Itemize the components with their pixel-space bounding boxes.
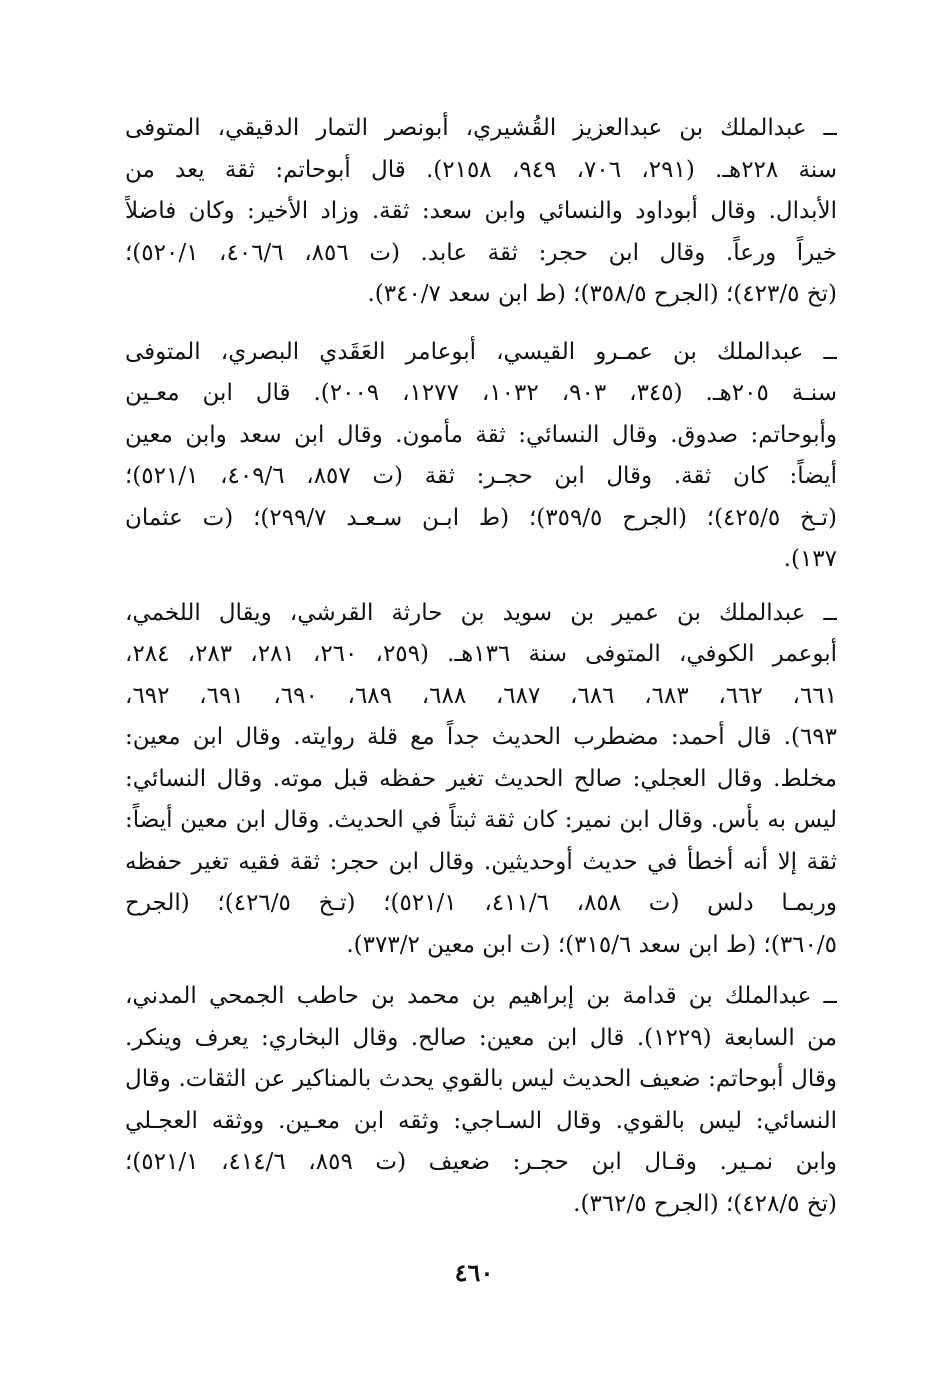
entry-line: وأبوحاتم: صدوق. وقال النسائي: ثقة مأمون. وقال ابن سعد وابن معين xyxy=(125,421,837,448)
entry-line: ثقة إلا أنه أخطأ في حديث أوحديثين. وقال ابن حجر: ثقة فقيه تغير حفظه xyxy=(125,848,837,875)
biography-entry-abdulmalik-qudama xyxy=(125,976,837,1225)
entry-line: سنة ٢٢٨هـ. (٢٩١، ٧٠٦، ٩٤٩، ٢١٥٨). قال أبوحاتم: ثقة يعد من xyxy=(125,156,837,183)
entry-line: النسائي: ليس بالقوي. وقال السـاجي: وثقه ابن معـين. ووثقه العجـلي xyxy=(125,1107,837,1134)
entry-line: أبوعمر الكوفي، المتوفى سنة ١٣٦هـ. (٢٥٩، ٢٦٠، ٢٨١، ٢٨٣، ٢٨٤، xyxy=(125,641,837,667)
entry-line: خيراً ورعاً. وقال ابن حجر: ثقة عابد. (ت ٨٥٦، ٤٠٦/٦، ٥٢٠/١)؛ xyxy=(125,239,837,266)
entry-line: (تخ ٤٢٨/٥)؛ (الجرح ٣٦٢/٥). xyxy=(573,1190,837,1217)
entry-line: ٦٩٣). قال أحمد: مضطرب الحديث جداً مع قلة روايته. وقال ابن معين: xyxy=(125,724,837,750)
entry-line: وابن نمـير. وقـال ابن حجـر: ضعيف (ت ٨٥٩، ٤١٤/٦، ٥٢١/١)؛ xyxy=(125,1149,837,1175)
page-number: ٤٦٠ xyxy=(454,1258,494,1287)
entry-line: مخلط. وقال العجلي: صالح الحديث تغير حفظه قبل موته. وقال النسائي: xyxy=(125,765,837,792)
entry-line: أيضاً: كان ثقة. وقال ابن حجـر: ثقة (ت ٨٥٧، ٤٠٩/٦، ٥٢١/١)؛ xyxy=(125,463,837,489)
entry-line: ليس به بأس. وقال ابن نمير: كان ثقة ثبتاً في الحديث. وقال ابن معين أيضاً: xyxy=(125,807,837,833)
biography-entry-abdulmalik-qushayri xyxy=(125,108,837,316)
entry-line: سنـة ٢٠٥هـ. (٣٤٥، ٩٠٣، ١٠٣٢، ١٢٧٧، ٢٠٠٩). قال ابن معـين xyxy=(125,380,837,406)
entry-line: ١٣٧). xyxy=(783,546,837,572)
document-page xyxy=(125,108,837,1258)
biography-entry-abdulmalik-qaysi xyxy=(125,332,837,581)
entry-line: وربمـا دلس (ت ٨٥٨، ٤١١/٦، ٥٢١/١)؛ (تـخ ٤٢٦/٥)؛ (الجرح xyxy=(125,890,837,916)
entry-line: ــ عبدالملك بن عمير بن سويد بن حارثة القرشي، ويقال اللخمي، xyxy=(125,599,837,626)
entry-line: (تـخ ٤٢٥/٥)؛ (الجرح ٣٥٩/٥)؛ (ط ابـن سـعـد ٢٩٩/٧)؛ (ت عثمان xyxy=(125,504,837,531)
entry-line: الأبدال. وقال أبوداود والنسائي وابن سعد: ثقة. وزاد الأخير: وكان فاضلاً xyxy=(125,198,837,224)
entry-line: ٦٦١، ٦٦٢، ٦٨٣، ٦٨٦، ٦٨٧، ٦٨٨، ٦٨٩، ٦٩٠، ٦٩١، ٦٩٢، xyxy=(125,682,837,709)
entry-line: ــ عبدالملك بن عبدالعزيز القُشيري، أبونصر التمار الدقيقي، المتوفى xyxy=(125,115,837,141)
entry-line: وقال أبوحاتم: ضعيف الحديث ليس بالقوي يحدث بالمناكير عن الثقات. وقال xyxy=(125,1066,837,1092)
entry-line: ٣٦٠/٥)؛ (ط ابن سعد ٣١٥/٦)؛ (ت ابن معين ٣٧٣/٢). xyxy=(346,931,837,958)
biography-entry-abdulmalik-umayr xyxy=(125,593,837,967)
entry-line: ــ عبدالملك بن قدامة بن إبراهيم بن محمد بن حاطب الجمحي المدني، xyxy=(125,983,837,1009)
entry-line: ــ عبدالملك بن عمـرو القيسي، أبوعامر العَقَدي البصري، المتوفى xyxy=(125,338,837,365)
entry-line: (تخ ٤٢٣/٥)؛ (الجرح ٣٥٨/٥)؛ (ط ابن سعد ٣٤٠/٧). xyxy=(367,281,837,307)
entry-line: من السابعة (١٢٢٩). قال ابن معين: صالح. وقال البخاري: يعرف وينكر. xyxy=(125,1024,837,1051)
